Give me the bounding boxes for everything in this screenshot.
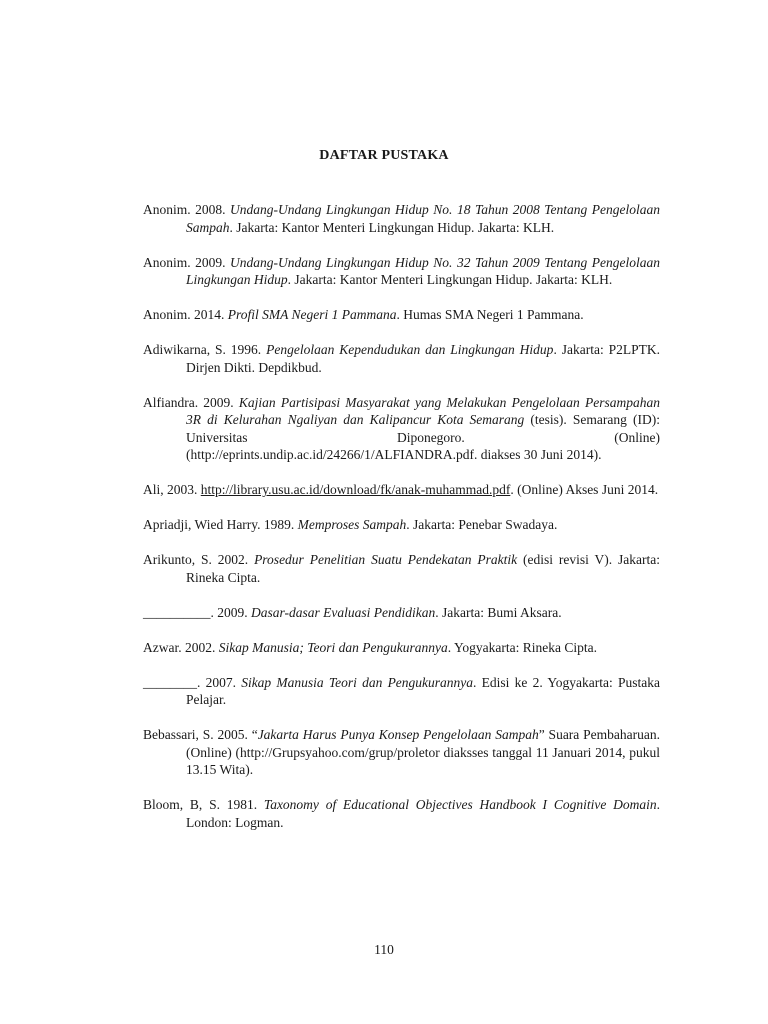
reference-item (143, 201, 660, 236)
reference-item (143, 516, 660, 534)
reference-title: Kajian Partisipasi Masyarakat yang Melakukan Pengelolaan Persampahan 3R di Kelurahan Ngaliyan dan Kalipancur Kota Semarang (186, 394, 660, 427)
reference-title: Profil SMA Negeri 1 Pammana (227, 307, 397, 322)
reference-publisher: (edisi revisi V). Jakarta: Rineka Cipta. (186, 552, 660, 585)
reference-list (143, 201, 660, 849)
reference-item (143, 341, 660, 376)
reference-item (143, 254, 660, 289)
reference-title: Taxonomy of Educational Objectives Handbook I Cognitive Domain (263, 797, 657, 812)
reference-publisher: . Humas SMA Negeri 1 Pammana. (396, 307, 584, 322)
reference-title: Undang-Undang Lingkungan Hidup No. 18 Tahun 2008 Tentang Pengelolaan Sampah (186, 202, 660, 235)
reference-publisher: . Jakarta: P2LPTK. Dirjen Dikti. Depdikbud. (186, 342, 660, 375)
reference-title: Sikap Manusia; Teori dan Pengukurannya (218, 639, 448, 655)
reference-author-year: Adiwikarna, S. 1996. (143, 342, 267, 357)
reference-publisher: . Jakarta: Bumi Aksara. (435, 604, 562, 620)
reference-author-year: ________. 2007. (143, 674, 242, 690)
reference-title: Jakarta Harus Punya Konsep Pengelolaan Sampah (257, 727, 539, 742)
reference-item (143, 726, 660, 779)
reference-title: Pengelolaan Kependudukan dan Lingkungan Hidup (266, 342, 554, 357)
reference-title: Prosedur Penelitian Suatu Pendekatan Praktik (254, 552, 518, 567)
reference-publisher: . London: Logman. (186, 797, 660, 830)
reference-author-year: Bloom, B, S. 1981. (143, 797, 264, 812)
reference-title: Dasar-dasar Evaluasi Pendidikan (251, 604, 436, 620)
reference-author-year: __________. 2009. (143, 604, 251, 620)
reference-item (143, 604, 660, 622)
reference-item (143, 551, 660, 586)
reference-publisher: . Jakarta: Penebar Swadaya. (406, 517, 558, 532)
reference-publisher: . Yogyakarta: Rineka Cipta. (447, 639, 597, 655)
reference-author-year: Alfiandra. 2009. (143, 394, 239, 410)
reference-author-year: Bebassari, S. 2005. “ (143, 727, 258, 742)
reference-author-year: Anonim. 2008. (143, 202, 231, 217)
reference-title: Sikap Manusia Teori dan Pengukurannya (241, 674, 474, 690)
reference-item (143, 674, 660, 709)
reference-item (143, 481, 660, 499)
reference-author-year: Anonim. 2009. (143, 254, 231, 270)
reference-publisher: ” Suara Pembaharuan. (Online) (http://Grupsyahoo.com/grup/proletor diaksses tanggal 11 Januari 2014, pukul 13.15 Wita). (186, 727, 660, 777)
reference-item (143, 796, 660, 831)
reference-title: Memproses Sampah (297, 517, 407, 532)
reference-author-year: Apriadji, Wied Harry. 1989. (143, 517, 298, 532)
reference-publisher: . (Online) Akses Juni 2014. (510, 482, 659, 497)
page-number: 110 (374, 942, 394, 957)
reference-publisher: . Edisi ke 2. Yogyakarta: Pustaka Pelajar. (186, 674, 660, 707)
reference-title: Undang-Undang Lingkungan Hidup No. 32 Tahun 2009 Tentang Pengelolaan Lingkungan Hidup (186, 254, 660, 287)
reference-publisher: . Jakarta: Kantor Menteri Lingkungan Hidup. Jakarta: KLH. (229, 219, 555, 235)
page-title: DAFTAR PUSTAKA (319, 148, 449, 163)
reference-item (143, 394, 660, 464)
reference-link[interactable]: http://library.usu.ac.id/download/fk/anak-muhammad.pdf (200, 482, 511, 497)
reference-author-year: Azwar. 2002. (143, 639, 219, 655)
reference-item (143, 639, 660, 657)
reference-author-year: Ali, 2003. (143, 482, 201, 497)
reference-author-year: Arikunto, S. 2002. (143, 552, 255, 567)
reference-publisher: (tesis). Semarang (ID): Universitas Diponegoro. (Online) (http://eprints.undip.ac.id/24266/1/ALFIANDRA.pdf. diakses 30 Juni 2014). (186, 412, 660, 462)
reference-author-year: Anonim. 2014. (143, 307, 228, 322)
reference-publisher: . Jakarta: Kantor Menteri Lingkungan Hidup. Jakarta: KLH. (287, 272, 613, 287)
reference-item (143, 306, 660, 324)
